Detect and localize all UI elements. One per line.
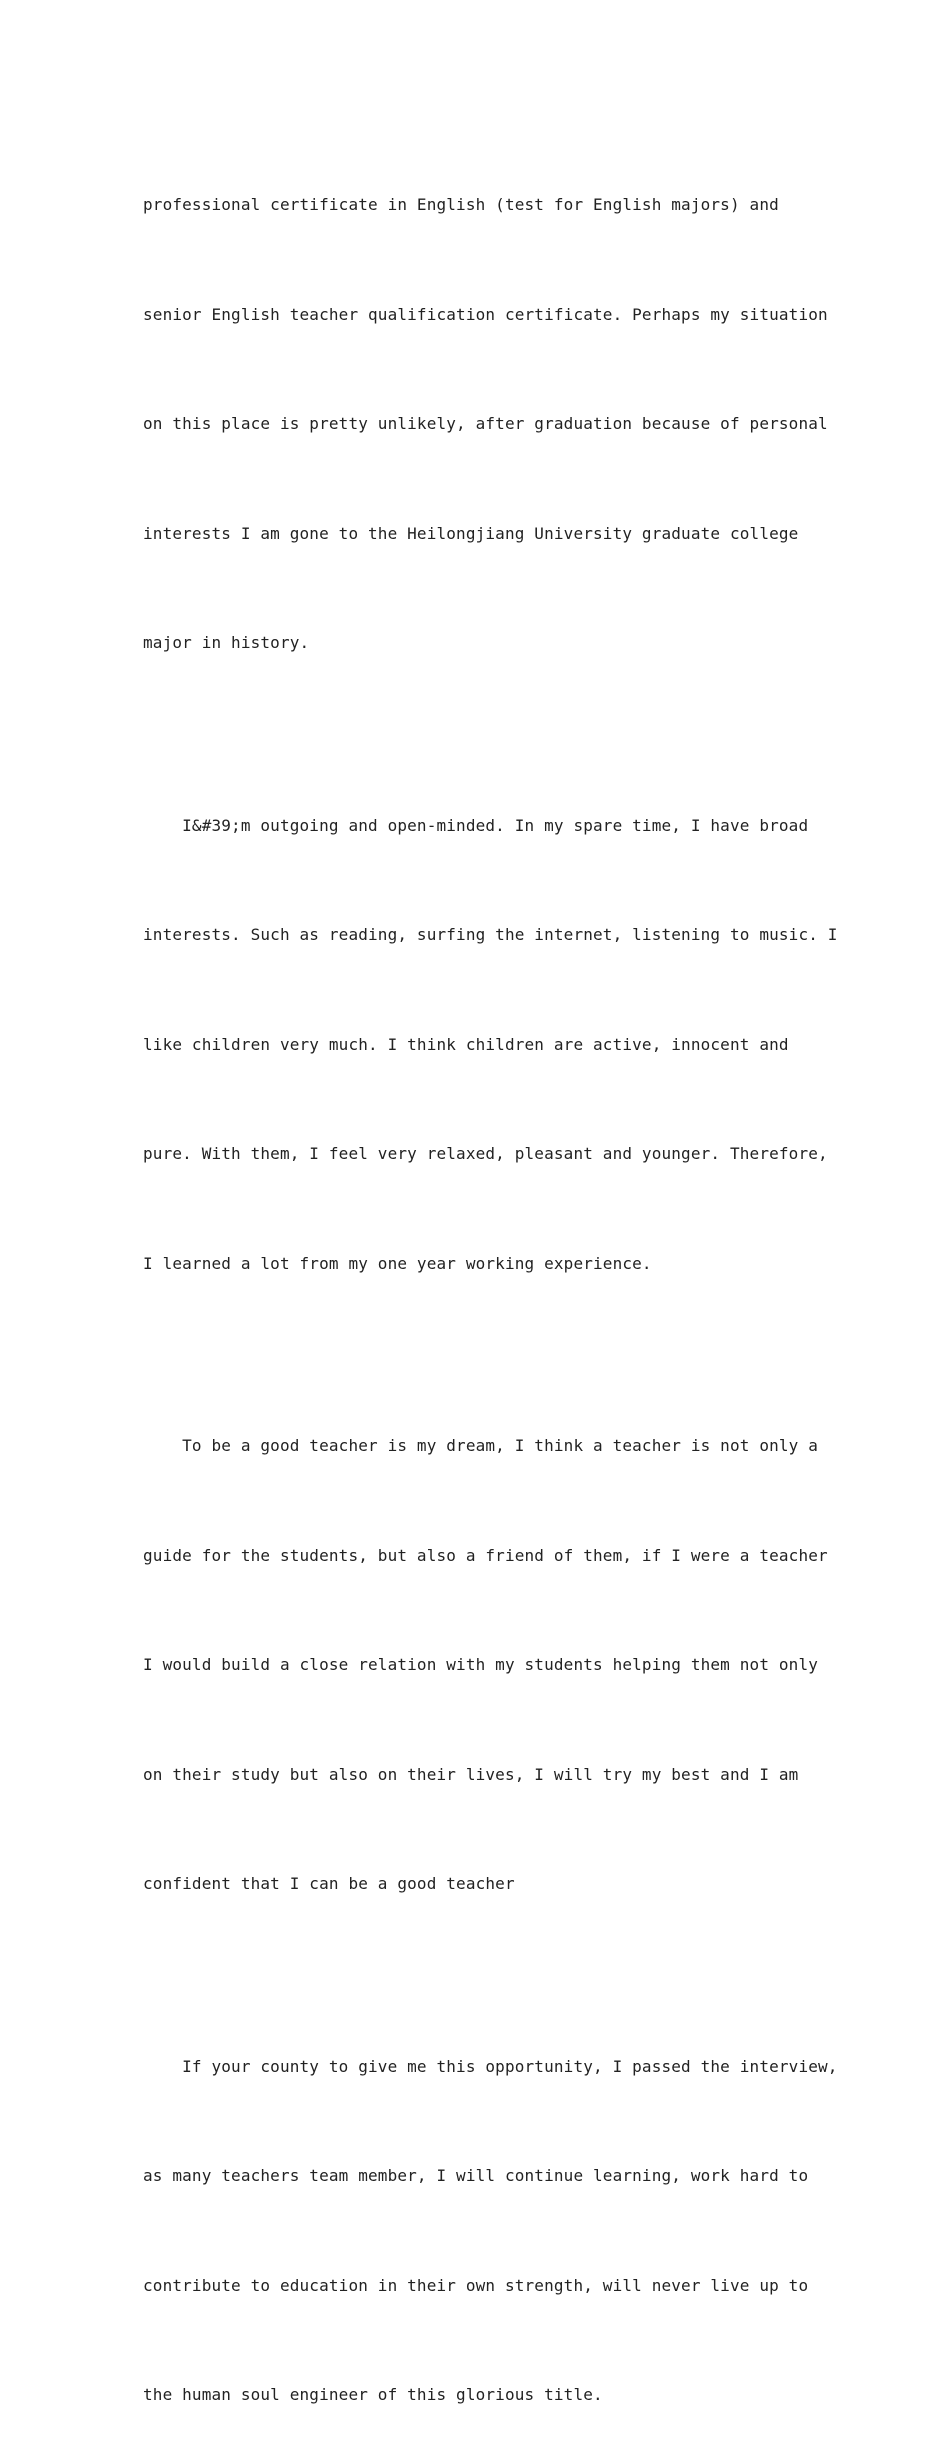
- text-line: If your county to give me this opportunity, I passed the interview,: [143, 2049, 809, 2086]
- text-line: I would build a close relation with my students helping them not only: [143, 1647, 809, 1684]
- text-line: major in history.: [143, 625, 809, 662]
- text-line: I learned a lot from my one year working experience.: [143, 1246, 809, 1283]
- document-body: [143, 114, 809, 2460]
- text-line: like children very much. I think children are active, innocent and: [143, 1027, 809, 1064]
- text-line: as many teachers team member, I will continue learning, work hard to: [143, 2158, 809, 2195]
- paragraph-teaching-dream: [143, 1355, 809, 1976]
- text-line: senior English teacher qualification certificate. Perhaps my situation: [143, 297, 809, 334]
- text-line: the human soul engineer of this glorious title.: [143, 2377, 809, 2414]
- text-line: on their study but also on their lives, I will try my best and I am: [143, 1757, 809, 1794]
- text-line: To be a good teacher is my dream, I think a teacher is not only a: [143, 1428, 809, 1465]
- text-line: interests I am gone to the Heilongjiang University graduate college: [143, 516, 809, 553]
- paragraph-closing: [143, 1976, 809, 2460]
- text-line: guide for the students, but also a friend of them, if I were a teacher: [143, 1538, 809, 1575]
- text-line: on this place is pretty unlikely, after graduation because of personal: [143, 406, 809, 443]
- text-line: interests. Such as reading, surfing the internet, listening to music. I: [143, 917, 809, 954]
- paragraph-personality: [143, 735, 809, 1356]
- text-line: professional certificate in English (test for English majors) and: [143, 187, 809, 224]
- paragraph-education: [143, 114, 809, 735]
- text-line: I&#39;m outgoing and open-minded. In my spare time, I have broad: [143, 808, 809, 845]
- text-line: confident that I can be a good teacher: [143, 1866, 809, 1903]
- text-line: pure. With them, I feel very relaxed, pleasant and younger. Therefore,: [143, 1136, 809, 1173]
- text-line: contribute to education in their own strength, will never live up to: [143, 2268, 809, 2305]
